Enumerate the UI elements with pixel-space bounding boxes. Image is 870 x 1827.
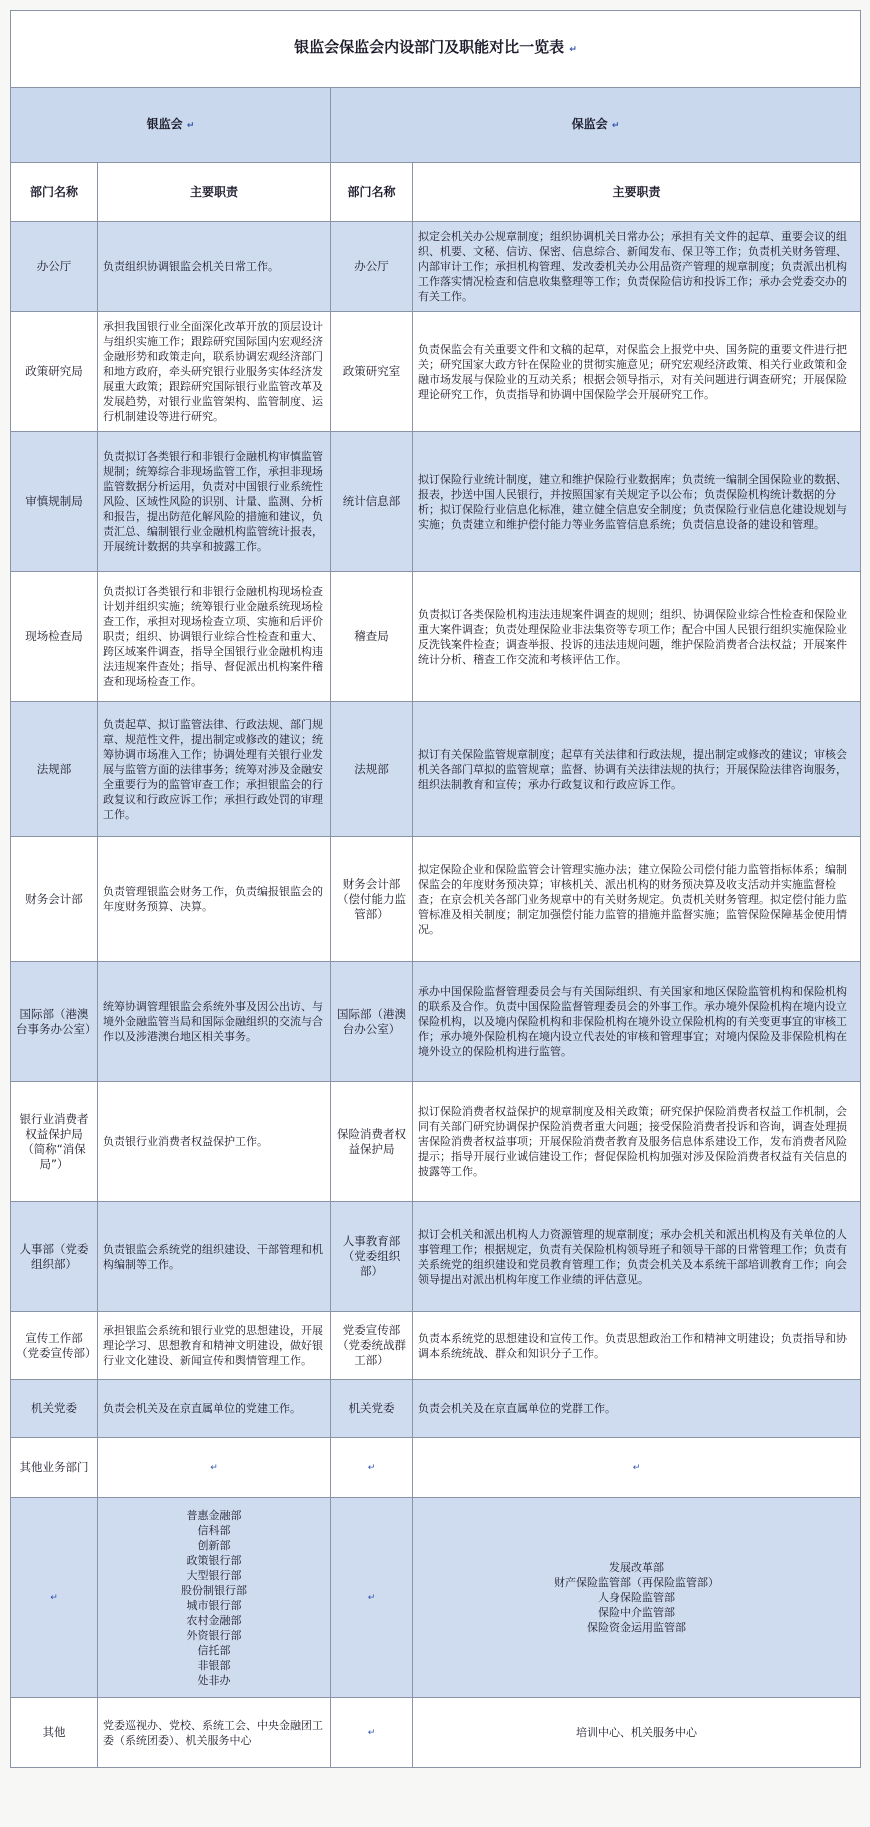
left-dept-duty: 负责组织协调银监会机关日常工作。 — [98, 222, 331, 312]
header-left-name: 部门名称 — [11, 163, 98, 222]
right-dept-duty: 拟订会机关和派出机构人力资源管理的规章制度；承办会机关和派出机构及有关单位的人事管理工作；根据规定，负责有关保险机构领导班子和领导干部的日常管理工作；负责有关系统党的组织建设和党员教育管理工作；负责会机关及本系统干部培训教育工作；向会领导提出对派出机构年度工作业绩的评估意见。 — [413, 1202, 861, 1312]
left-dept-name: 人事部（党委组织部） — [11, 1202, 98, 1312]
list-item: 政策银行部 — [186, 1553, 242, 1567]
left-dept-duty: 统筹协调管理银监会系统外事及因公出访、与境外金融监管当局和国际金融组织的交流与合作以及涉港澳台地区相关事务。 — [98, 962, 331, 1082]
list-item: 外资银行部 — [186, 1628, 242, 1642]
table-row — [11, 1312, 861, 1380]
header-right-duty: 主要职责 — [413, 163, 861, 222]
left-dept-duty: 负责会机关及在京直属单位的党建工作。 — [98, 1380, 331, 1438]
list-item: 财产保险监管部（再保险监管部） — [554, 1576, 720, 1589]
table-row — [11, 702, 861, 837]
left-dept-name: 审慎规制局 — [11, 432, 98, 572]
group-row — [11, 88, 861, 163]
table-row — [11, 1438, 861, 1498]
right-dept-name: 人事教育部（党委组织部） — [331, 1202, 413, 1312]
left-dept-duty: ↵ — [98, 1438, 331, 1498]
right-dept-duty: 负责保监会有关重要文件和文稿的起草，对保监会上报党中央、国务院的重要文件进行把关；研究国家大政方针在保险业的贯彻实施意见；研究宏观经济政策、相关行业政策和金融市场发展与保险业的互动关系；根据会领导指示，对有关问题进行调查研究；开展保险理论研究工作，负责指导和协调中国保险学会开展研究工作。 — [413, 312, 861, 432]
list-item: 创新部 — [197, 1538, 231, 1552]
other-label: 其他 — [11, 1698, 98, 1768]
left-dept-name: 机关党委 — [11, 1380, 98, 1438]
right-dept-name: ↵ — [331, 1438, 413, 1498]
left-dept-duty: 负责银监会系统党的组织建设、干部管理和机构编制等工作。 — [98, 1202, 331, 1312]
group-right: 保监会 ↵ — [331, 88, 861, 163]
other-left: 党委巡视办、党校、系统工会、中央金融团工委（系统团委）、机关服务中心 — [98, 1698, 331, 1768]
list-item: 非银部 — [197, 1658, 231, 1672]
table-row — [11, 572, 861, 702]
right-business-list — [413, 1498, 861, 1698]
left-dept-name: 法规部 — [11, 702, 98, 837]
group-left: 银监会 ↵ — [11, 88, 331, 163]
right-empty-cell: ↵ — [331, 1498, 413, 1698]
business-row — [11, 1498, 861, 1698]
right-dept-name: 保险消费者权益保护局 — [331, 1082, 413, 1202]
right-dept-duty: 承办中国保险监督管理委员会与有关国际组织、有关国家和地区保险监管机构和保险机构的联系及合作。负责中国保险监督管理委员会的外事工作。承办境外保险机构在境内设立保险机构，以及境内保险机构和非保险机构在境外设立保险机构的有关变更事宜的审核工作；承办境外保险机构在境内设立代表处的审核和管理事宜；对境内保险及非保险机构在境外设立的保险机构进行监管。 — [413, 962, 861, 1082]
list-item: 城市银行部 — [186, 1598, 242, 1612]
list-item: 信科部 — [197, 1523, 231, 1537]
list-item: 人身保险监管部 — [598, 1591, 676, 1604]
right-dept-name: 法规部 — [331, 702, 413, 837]
table-row — [11, 1202, 861, 1312]
table-row — [11, 837, 861, 962]
header-row — [11, 163, 861, 222]
list-item: 保险资金运用监管部 — [587, 1621, 687, 1634]
list-item: 发展改革部 — [609, 1561, 665, 1574]
left-dept-name: 现场检查局 — [11, 572, 98, 702]
list-item: 信托部 — [197, 1643, 231, 1657]
right-dept-duty: 负责拟订各类保险机构违法违规案件调查的规则；组织、协调保险业综合性检查和保险业重大案件调查；负责处理保险业非法集资等专项工作；配合中国人民银行组织实施保险业反洗钱案件检查；调查举报、投诉的违法违规问题，维护保险消费者合法权益；开展案件统计分析、稽查工作交流和考核评估工作。 — [413, 572, 861, 702]
table-row — [11, 1380, 861, 1438]
header-right-name: 部门名称 — [331, 163, 413, 222]
list-item: 保险中介监管部 — [598, 1606, 676, 1619]
left-dept-duty: 负责银行业消费者权益保护工作。 — [98, 1082, 331, 1202]
right-dept-duty: 拟订保险行业统计制度，建立和维护保险行业数据库；负责统一编制全国保险业的数据、报表，抄送中国人民银行，并按照国家有关规定予以公布；负责保险机构统计数据的分析；拟订保险行业信息化标准，建立健全信息安全制度；负责保险行业信息化建设规划与实施；负责建立和维护偿付能力等业务监管信息系统；负责信息设备的建设和管理。 — [413, 432, 861, 572]
right-dept-duty: 负责本系统党的思想建设和宣传工作。负责思想政治工作和精神文明建设；负责指导和协调本系统统战、群众和知识分子工作。 — [413, 1312, 861, 1380]
left-dept-name: 国际部（港澳台事务办公室） — [11, 962, 98, 1082]
right-dept-name: 财务会计部（偿付能力监管部） — [331, 837, 413, 962]
table-row — [11, 432, 861, 572]
right-dept-name: 国际部（港澳台办公室） — [331, 962, 413, 1082]
right-dept-name: 统计信息部 — [331, 432, 413, 572]
right-dept-duty: 拟定会机关办公规章制度；组织协调机关日常办公；承担有关文件的起草、重要会议的组织、机要、文秘、信访、保密、信息综合、新闻发布、保卫等工作；负责机关财务管理、内部审计工作；承担机构管理、发改委机关办公用品资产管理的规章制度；负责派出机构工作落实情况检查和信息收集整理等工作；负责保险信访和投诉工作；承办会党委交办的有关工作。 — [413, 222, 861, 312]
left-business-list — [98, 1498, 331, 1698]
left-dept-duty: 承担银监会系统和银行业党的思想建设，开展理论学习、思想教育和精神文明建设，做好银行业文化建设、新闻宣传和舆情管理工作。 — [98, 1312, 331, 1380]
right-dept-duty: 拟订有关保险监管规章制度；起草有关法律和行政法规，提出制定或修改的建议；审核会机关各部门草拟的监管规章；监督、协调有关法律法规的执行；开展保险法律咨询服务，组织法制教育和宣传；承办行政复议和行政应诉工作。 — [413, 702, 861, 837]
list-item: 农村金融部 — [186, 1613, 242, 1627]
comparison-table — [10, 10, 861, 1768]
right-dept-name: 办公厅 — [331, 222, 413, 312]
left-dept-name: 银行业消费者权益保护局（简称“消保局”） — [11, 1082, 98, 1202]
right-dept-duty: 拟定保险企业和保险监管会计管理实施办法；建立保险公司偿付能力监管指标体系；编制保监会的年度财务预决算；审核机关、派出机构的财务预决算及收支活动并实施监督检查；在京会机关各部门业务规章中的有关财务规定。负责机关财务管理。拟定偿付能力监管标准及相关制度；制定加强偿付能力监管的措施并监督实施；监管保险保障基金使用情况。 — [413, 837, 861, 962]
table-row — [11, 312, 861, 432]
left-dept-duty: 负责起草、拟订监管法律、行政法规、部门规章、规范性文件，提出制定或修改的建议；统筹协调市场准入工作；协调处理有关银行业发展与监管方面的法律事务；统筹对涉及金融安全重要行为的监管审查工作；承担银监会的行政复议和行政应诉工作；承担行政处罚的审理工作。 — [98, 702, 331, 837]
left-dept-name: 财务会计部 — [11, 837, 98, 962]
right-dept-name: 机关党委 — [331, 1380, 413, 1438]
left-dept-name: 政策研究局 — [11, 312, 98, 432]
left-dept-duty: 承担我国银行业全面深化改革开放的顶层设计与组织实施工作；跟踪研究国际国内宏观经济金融形势和政策走向，联系协调宏观经济部门和地方政府，牵头研究银行业服务实体经济发展重大政策；跟踪研究国际银行业监管改革及发展趋势，对银行业监管架构、监管制度、运行机制建设等进行研究。 — [98, 312, 331, 432]
header-left-duty: 主要职责 — [98, 163, 331, 222]
left-dept-name: 办公厅 — [11, 222, 98, 312]
list-item: 大型银行部 — [186, 1568, 242, 1582]
table-row — [11, 222, 861, 312]
list-item: 股份制银行部 — [181, 1583, 247, 1597]
left-dept-name: 宣传工作部（党委宣传部） — [11, 1312, 98, 1380]
table-title: 银监会保监会内设部门及职能对比一览表 ↵ — [11, 11, 861, 88]
right-dept-duty: 拟订保险消费者权益保护的规章制度及相关政策；研究保护保险消费者权益工作机制，会同有关部门研究协调保护保险消费者重大问题；接受保险消费者投诉和咨询，调查处理损害保险消费者权益事项；开展保险消费者教育及服务信息体系建设工作，发布消费者风险提示；指导开展行业诚信建设工作；督促保险机构加强对涉及保险消费者权益有关信息的披露等工作。 — [413, 1082, 861, 1202]
left-dept-duty: 负责管理银监会财务工作，负责编报银监会的年度财务预算、决算。 — [98, 837, 331, 962]
left-dept-duty: 负责拟订各类银行和非银行金融机构审慎监管规制；统筹综合非现场监管工作，承担非现场监管数据分析运用，负责对中国银行业系统性风险、区域性风险的识别、计量、监测、分析和报告，提出防范化解风险的措施和建议，负责汇总、编制银行业金融机构监管统计报表，开展统计数据的共享和披露工作。 — [98, 432, 331, 572]
table-row — [11, 1082, 861, 1202]
left-empty-cell: ↵ — [11, 1498, 98, 1698]
other-right: 培训中心、机关服务中心 — [413, 1698, 861, 1768]
left-dept-name: 其他业务部门 — [11, 1438, 98, 1498]
right-dept-duty: 负责会机关及在京直属单位的党群工作。 — [413, 1380, 861, 1438]
right-dept-duty: ↵ — [413, 1438, 861, 1498]
table-row — [11, 962, 861, 1082]
left-dept-duty: 负责拟订各类银行和非银行金融机构现场检查计划并组织实施；统筹银行业金融系统现场检查工作，承担对现场检查立项、实施和后评价职责；组织、协调银行业综合性检查和重大、跨区域案件调查，指导全国银行业金融机构违法违规案件查处；指导、督促派出机构案件稽查和现场检查工作。 — [98, 572, 331, 702]
title-row — [11, 11, 861, 88]
right-dept-name: 党委宣传部（党委统战群工部） — [331, 1312, 413, 1380]
list-item: 普惠金融部 — [186, 1508, 242, 1522]
other-row — [11, 1698, 861, 1768]
right-dept-name: 稽查局 — [331, 572, 413, 702]
other-right-name: ↵ — [331, 1698, 413, 1768]
list-item: 处非办 — [197, 1673, 231, 1687]
right-dept-name: 政策研究室 — [331, 312, 413, 432]
